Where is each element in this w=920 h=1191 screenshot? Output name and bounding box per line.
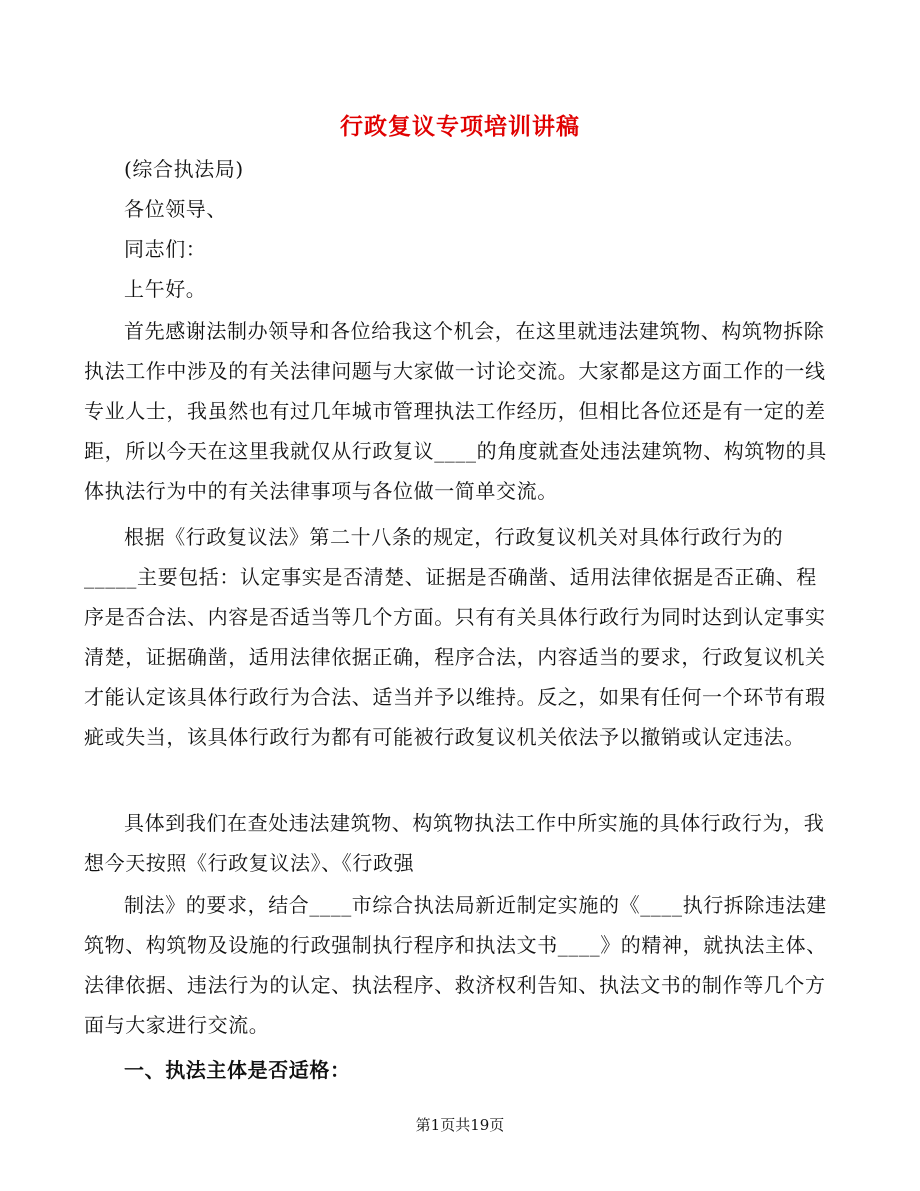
greeting-leaders: 各位领导、: [124, 197, 227, 221]
greeting-comrades: 同志们：: [124, 237, 207, 261]
body-paragraph-approach: 具体到我们在查处违法建筑物、构筑物执法工作中所实施的具体行政行为，我想今天按照《行政复议法》、《行政强: [84, 811, 825, 875]
body-paragraph-intro: 首先感谢法制办领导和各位给我这个机会，在这里就违法建筑物、构筑物拆除执法工作中涉及的有关法律问题与大家做一讨论交流。大家都是这方面工作的一线专业人士，我虽然也有过几年城市管理执法工作经历，但相比各位还是有一定的差距，所以今天在这里我就仅从行政复议____的角度就查处违法建筑物、构筑物的具体执法行为中的有关法律事项与各位做一简单交流。: [84, 319, 827, 503]
body-paragraph-review-scope: 根据《行政复议法》第二十八条的规定，行政复议机关对具体行政行为的_____主要包括：认定事实是否清楚、证据是否确凿、适用法律依据是否正确、程序是否合法、内容是否适当等几个方面。只有有关具体行政行为同时达到认定事实清楚，证据确凿，适用法律依据正确，程序合法，内容适当的要求，行政复议机关才能认定该具体行政行为合法、适当并予以维持。反之，如果有任何一个环节有瑕疵或失当，该具体行政行为都有可能被行政复议机关依法予以撤销或认定违法。: [84, 525, 826, 749]
body-paragraph-topics: 制法》的要求，结合____市综合执法局新近制定实施的《____执行拆除违法建筑物、构筑物及设施的行政强制执行程序和执法文书____》的精神，就执法主体、法律依据、违法行为的认定、执法程序、救济权利告知、执法文书的制作等几个方面与大家进行交流。: [84, 893, 827, 1037]
document-title: 行政复议专项培训讲稿: [340, 113, 580, 140]
greeting-morning: 上午好。: [124, 277, 207, 301]
issuing-organization: (综合执法局): [124, 157, 244, 181]
section-heading-1: 一、执法主体是否适格：: [124, 1058, 351, 1082]
page-number: 第1页共19页: [415, 1116, 505, 1134]
